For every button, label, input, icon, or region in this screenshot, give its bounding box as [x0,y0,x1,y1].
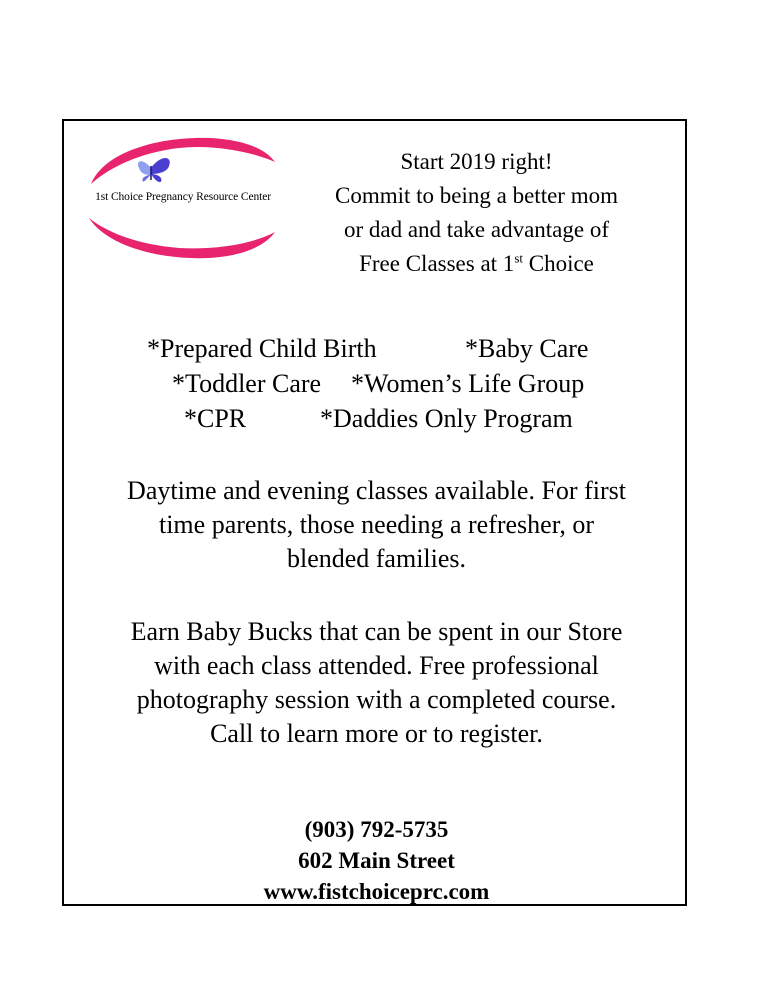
logo [83,132,283,268]
logo-org-name: 1st Choice Pregnancy Resource Center [95,191,271,203]
headline-line [289,247,664,281]
contact-info [64,814,689,907]
paragraph-line: Call to learn more or to register. [210,719,543,748]
flyer [62,119,687,906]
butterfly-icon [138,158,170,182]
headline-line: Commit to being a better mom [335,183,618,208]
headline-text: Free Classes at 1 [359,251,515,276]
street-address: 602 Main Street [298,848,455,873]
paragraph-line: Earn Baby Bucks that can be spent in our Store [130,617,623,646]
paragraph-line: with each class attended. Free professional [154,651,599,680]
class-item: *Toddler Care [172,369,322,398]
phone-number: (903) 792-5735 [304,817,449,842]
website: www.fistchoiceprc.com [263,879,490,904]
class-item: *Daddies Only Program [320,404,573,433]
class-row [64,366,689,401]
class-row [64,331,689,366]
class-item: *CPR [184,404,247,433]
classes-availability-paragraph [64,474,689,576]
paragraph-line: blended families. [286,544,467,573]
headline-text: Choice [522,251,594,276]
headline-line: Start 2019 right! [400,149,553,174]
class-item: *Prepared Child Birth [147,334,377,363]
headline-line: or dad and take advantage of [343,217,610,242]
paragraph-line: Daytime and evening classes available. For first [127,476,626,505]
class-item: *Baby Care [465,334,589,363]
paragraph-line: time parents, those needing a refresher, or [158,510,594,539]
paragraph-line: photography session with a completed course. [136,685,617,714]
class-item: *Women’s Life Group [351,369,585,398]
headline-superscript: st [514,250,523,266]
class-row [64,401,689,436]
headline [289,145,664,281]
class-list [64,331,689,436]
logo-swoosh-bottom [89,218,275,258]
baby-bucks-paragraph [64,615,689,751]
logo-swoosh-top [91,138,275,184]
